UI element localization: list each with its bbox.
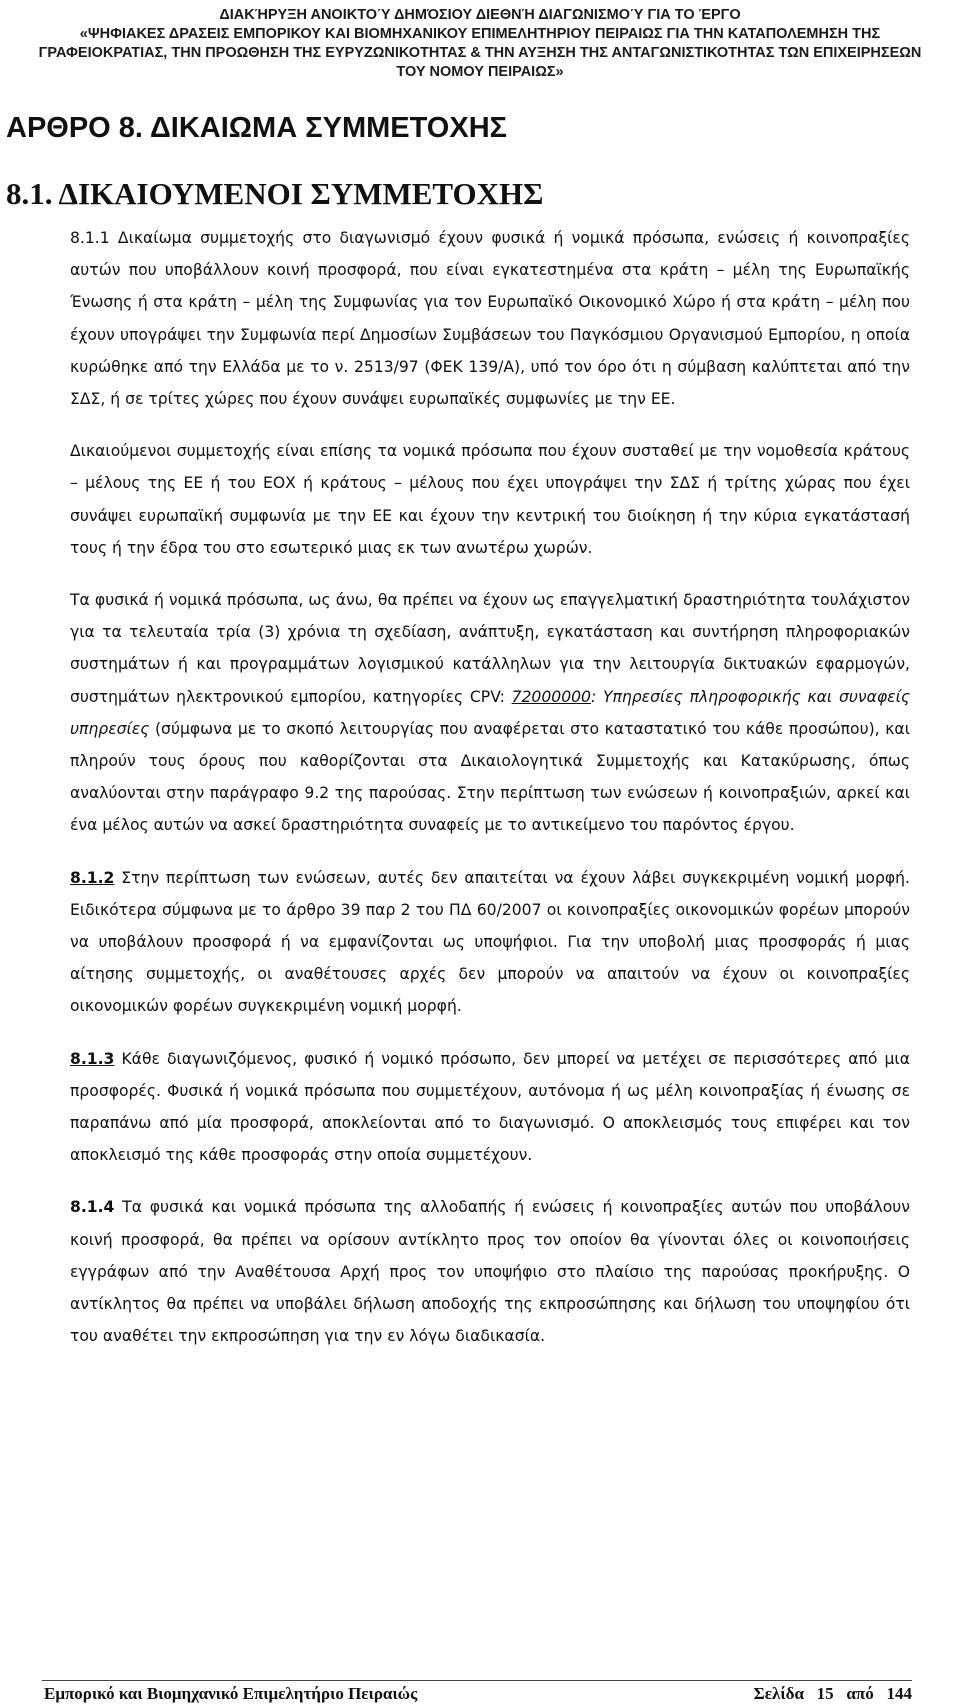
document-body: [70, 222, 910, 1373]
page-number: Σελίδα 15 από 144: [753, 1684, 912, 1703]
paragraph-8-1-1: 8.1.1 Δικαίωμα συμμετοχής στο διαγωνισμό έχουν φυσικά ή νομικά πρόσωπα, ενώσεις ή κοινοπραξίες αυτών που υποβάλλουν κοινή προσφορά, που είναι εγκατεστημένα στα κράτη – μέλη της Ευρωπαϊκής Ένωσης ή στα κράτη – μέλη της Συμφωνίας για τον Ευρωπαϊκό Οικονομικό Χώρο ή στα κράτη – μέλη που έχουν υπογράψει την Συμφωνία περί Δημοσίων Συμβάσεων του Παγκόσμιου Οργανισμού Εμπορίου, η οποία κυρώθηκε από την Ελλάδα με το ν. 2513/97 (ΦΕΚ 139/Α), υπό τον όρο ότι η σύμβαση καλύπτεται από την ΣΔΣ, ή σε τρίτες χώρες που έχουν συνάψει ευρωπαϊκές συμφωνίες με την ΕΕ.: [70, 229, 910, 409]
paragraph-text: Στην περίπτωση των ενώσεων, αυτές δεν απαιτείται να έχουν λάβει συγκεκριμένη νομική μορφή. Ειδικότερα σύμφωνα με το άρθρο 39 παρ 2 του ΠΔ 60/2007 οι κοινοπραξίες οικονομικών φορέων μπορούν να υποβάλουν προσφορά ή να εμφανίζονται ως υποψήφιοι. Για την υποβολή μιας προσφοράς ή μιας αίτησης συμμετοχής, οι αναθέτουσες αρχές δεν μπορούν να απαιτούν να έχουν οι κοινοπραξίες οικονομικών φορέων συγκεκριμένη νομική μορφή.: [70, 868, 910, 1016]
paragraph-8-1-3: [70, 1043, 910, 1172]
paragraph-8-1-4: [70, 1191, 910, 1352]
section-title: 8.1. ΔΙΚΑΙΟΥΜΕΝΟΙ ΣΥΜΜΕΤΟΧΗΣ: [6, 176, 544, 211]
paragraph-text: (σύμφωνα με το σκοπό λειτουργίας που αναφέρεται στο καταστατικό του κάθε προσώπου), και πληρούν τους όρους που καθορίζονται στα Δικαιολογητικά Συμμετοχής και Κατακύρωσης, όπως αναλύονται στην παράγραφο 9.2 της παρούσας. Στην περίπτωση των ενώσεων ή κοινοπραξιών, αρκεί και ένα μέλος αυτών να ασκεί δραστηριότητα συναφείς με το αντικείμενο του παρόντος έργου.: [70, 719, 910, 835]
article-title: ΑΡΘΡΟ 8. ΔΙΚΑΙΩΜΑ ΣΥΜΜΕΤΟΧΗΣ: [6, 112, 508, 144]
header-line-4: ΤΟΥ ΝΟΜΟΥ ΠΕΙΡΑΙΩΣ»: [396, 64, 564, 80]
header-line-3: ΓΡΑΦΕΙΟΚΡΑΤΙΑΣ, ΤΗΝ ΠΡΟΩΘΗΣΗ ΤΗΣ ΕΥΡΥΖΩΝΙΚΟΤΗΤΑΣ & ΤΗΝ ΑΥΞΗΣΗ ΤΗΣ ΑΝΤΑΓΩΝΙΣΤΙΚΟΤΗΤΑΣ ΤΩΝ ΕΠΙΧΕΙΡΗΣΕΩΝ: [38, 45, 922, 61]
clause-number: 8.1.2: [70, 868, 115, 887]
paragraph-professional-activity: [70, 584, 910, 842]
paragraph-text: Κάθε διαγωνιζόμενος, φυσικό ή νομικό πρόσωπο, δεν μπορεί να μετέχει σε περισσότερες από μια προσφορές. Φυσικά ή νομικά πρόσωπα που συμμετέχουν, αυτόνομα ή ως μέλη κοινοπραξίας ή ένωσης σε παραπάνω από μία προσφορά, αποκλείονται από το διαγωνισμό. Ο αποκλεισμός τους επιφέρει και τον αποκλεισμό της κάθε προσφοράς στην οποία συμμετέχουν.: [70, 1049, 910, 1165]
header-line-1: ΔΙΑΚΉΡΥΞΗ ΑΝΟΙΚΤΟΎ ΔΗΜΌΣΙΟΥ ΔΙΕΘΝΉ ΔΙΑΓΩΝΙΣΜΟΎ ΓΙΑ ΤΟ ΈΡΓΟ: [219, 7, 741, 23]
header-line-2: «ΨΗΦΙΑΚΕΣ ΔΡΑΣΕΙΣ ΕΜΠΟΡΙΚΟΥ ΚΑΙ ΒΙΟΜΗΧΑΝΙΚΟΥ ΕΠΙΜΕΛΗΤΗΡΙΟΥ ΠΕΙΡΑΙΩΣ ΓΙΑ ΤΗΝ ΚΑΤΑΠΟΛΕΜΗΣΗ ΤΗΣ: [79, 26, 881, 42]
document-footer: [44, 1684, 912, 1704]
cpv-description: : Υπηρεσίες πληροφορικής και συναφείς υπηρεσίες: [70, 687, 910, 738]
paragraph-text: Τα φυσικά και νομικά πρόσωπα της αλλοδαπής ή ενώσεις ή κοινοπραξίες αυτών που υποβάλουν κοινή προσφορά, θα πρέπει να ορίσουν αντίκλητο προς τον οποίον θα γίνονται όλες οι κοινοποιήσεις εγγράφων από την Αναθέτουσα Αρχή προς τον υποψήφιο στο πλαίσιο της παρούσας προκήρυξης. Ο αντίκλητος θα πρέπει να υποβάλει δήλωση αποδοχής της εκπροσώπησης και δήλωση του υποψηφίου ότι του αναθέτει την εκπροσώπηση για την εν λόγω διαδικασία.: [70, 1198, 910, 1346]
footer-rule: [42, 1680, 912, 1681]
footer-organization: Εμπορικό και Βιομηχανικό Επιμελητήριο Πειραιώς: [44, 1684, 418, 1703]
clause-number: 8.1.4: [70, 1198, 115, 1217]
document-header: [0, 6, 960, 82]
paragraph-eligible-entities: Δικαιούμενοι συμμετοχής είναι επίσης τα νομικά πρόσωπα που έχουν συσταθεί με την νομοθεσία κράτους – μέλους της ΕΕ ή του ΕΟΧ ή κράτους – μέλους που έχει υπογράψει την ΣΔΣ ή τρίτης χώρας που έχει συνάψει ευρωπαϊκή συμφωνία με την ΕΕ και έχουν την κεντρική του διοίκηση ή την κύρια εγκατάστασή τους ή την έδρα του στο εσωτερικό μιας εκ των ανωτέρω χωρών.: [70, 442, 910, 557]
clause-number: 8.1.3: [70, 1049, 115, 1068]
paragraph-8-1-2: [70, 862, 910, 1023]
cpv-code: 72000000: [511, 687, 591, 706]
paragraph-text: Τα φυσικά ή νομικά πρόσωπα, ως άνω, θα πρέπει να έχουν ως επαγγελματική δραστηριότητα τουλάχιστον για τα τελευταία τρία (3) χρόνια τη σχεδίαση, ανάπτυξη, εγκατάσταση και συντήρηση πληροφοριακών συστημάτων ή και προγραμμάτων λογισμικού κατάλληλων για την λειτουργία δικτυακών εφαρμογών, συστημάτων ηλεκτρονικού εμπορίου, κατηγορίες CPV:: [70, 591, 910, 706]
